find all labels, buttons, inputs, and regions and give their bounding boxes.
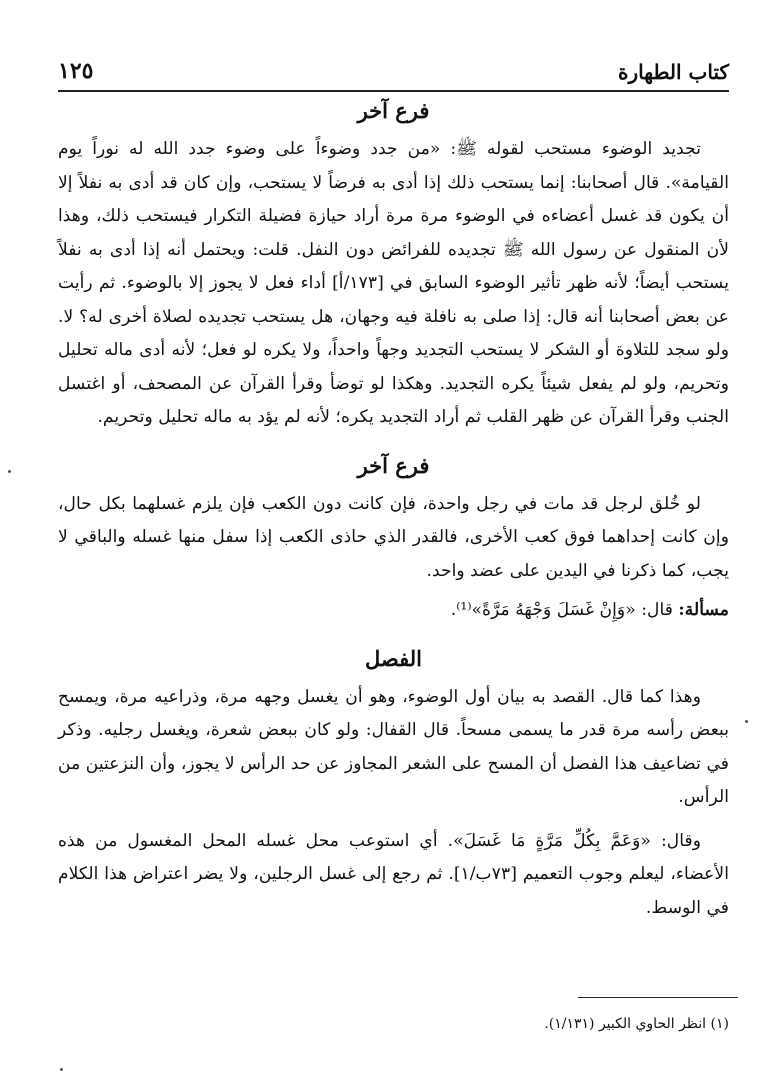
footnote: (١) انظر الحاوي الكبير (١/١٣١). xyxy=(544,1016,729,1032)
masala-label: مسألة: xyxy=(678,600,729,620)
section-heading-3: الفصل xyxy=(365,645,422,671)
section-1-paragraph: تجديد الوضوء مستحب لقوله ﷺ: «من جدد وضوءاً على وضوء جدد الله له نوراً يوم القيامة». قال أصحابنا: إنما يستحب ذلك إذا أدى به فرضاً لا يستحب، وإن كان قد أدى به نفلاً إلا أن يكون قد غسل أعضاءه في الوضوء مرة مرة أراد حيازة فضيلة التكرار فيستحب ذلك، وهذا لأن المنقول عن رسول الله ﷺ تجديده للفرائض دون النفل. قلت: ويحتمل أنه إذا أدى به نفلاً يستحب أيضاً؛ لأنه ظهر تأثير الوضوء السابق في [١٧٣/أ] أداء فعل لا يجوز إلا بالوضوء. ثم رأيت عن بعض أصحابنا أنه قال: إذا صلى به نافلة فيه وجهان، هل يستحب تجديده لصلاة أخرى له؟ لا. ولو سجد للتلاوة أو الشكر لا يستحب التجديد وجهاً واحداً، ولا يكره لو فعل؛ لأنه أدى ماله تحليل وتحريم، ولو لم يفعل شيئاً يكره التجديد. وهكذا لو توضأ وقرأ القرآن عن المصحف، أو اغتسل الجنب وقرأ القرآن عن ظهر القلب ثم أراد التجديد يكره؛ لأنه لم يؤد به ماله تحليل وتحريم. xyxy=(58,139,729,427)
book-title: كتاب الطهارة xyxy=(618,60,729,84)
scan-speck xyxy=(60,1068,63,1071)
section-heading-2: فرع آخر xyxy=(357,452,430,478)
section-3-paragraph-1: وهذا كما قال. القصد به بيان أول الوضوء، وهو أن يغسل وجهه مرة، وذراعيه مرة، ويمسح ببعض رأسه مرة قدر ما يسمى مسحاً. قال القفال: ولو كان ببعض شعرة، ويغسل رجليه. وذكر في تضاعيف هذا الفصل أن المسح على الشعر المجاوز عن حد الرأس لا يجوز، وأن النزعتين من الرأس. xyxy=(58,686,729,807)
section-heading-1: فرع آخر xyxy=(357,98,430,123)
page-number: ١٢٥ xyxy=(58,58,94,84)
page-header xyxy=(58,44,729,92)
section-3-paragraph-2: وقال: «وَعَمَّ بِكُلِّ مَرَّةٍ مَا غَسَلَ». أي استوعب محل غسله المحل المغسول من هذه الأعضاء، ليعلم وجوب التعميم [٧٣ب/١]. ثم رجع إلى غسل الرجلين، ولا يضر اعتراض هذا الكلام في الوسط. xyxy=(58,830,729,918)
scan-speck xyxy=(8,470,11,473)
page-content xyxy=(58,94,729,925)
section-2-paragraph: لو خُلق لرجل قد مات في رجل واحدة، فإن كانت دون الكعب فإن يلزم غسلهما بكل حال، وإن كانت إحداهما فوق كعب الأخرى، فالقدر الذي حاذى الكعب إذا سفل منها غسله والباقي لا يجب، كما ذكرنا في اليدين على عضد واحد. xyxy=(58,493,729,581)
masala-text: قال: «وَإِنْ غَسَلَ وَجْهَهُ مَرَّةً»⁽¹⁾. xyxy=(450,600,673,620)
masala-line xyxy=(58,594,729,628)
footnote-divider xyxy=(578,997,738,998)
scan-speck xyxy=(745,720,748,723)
